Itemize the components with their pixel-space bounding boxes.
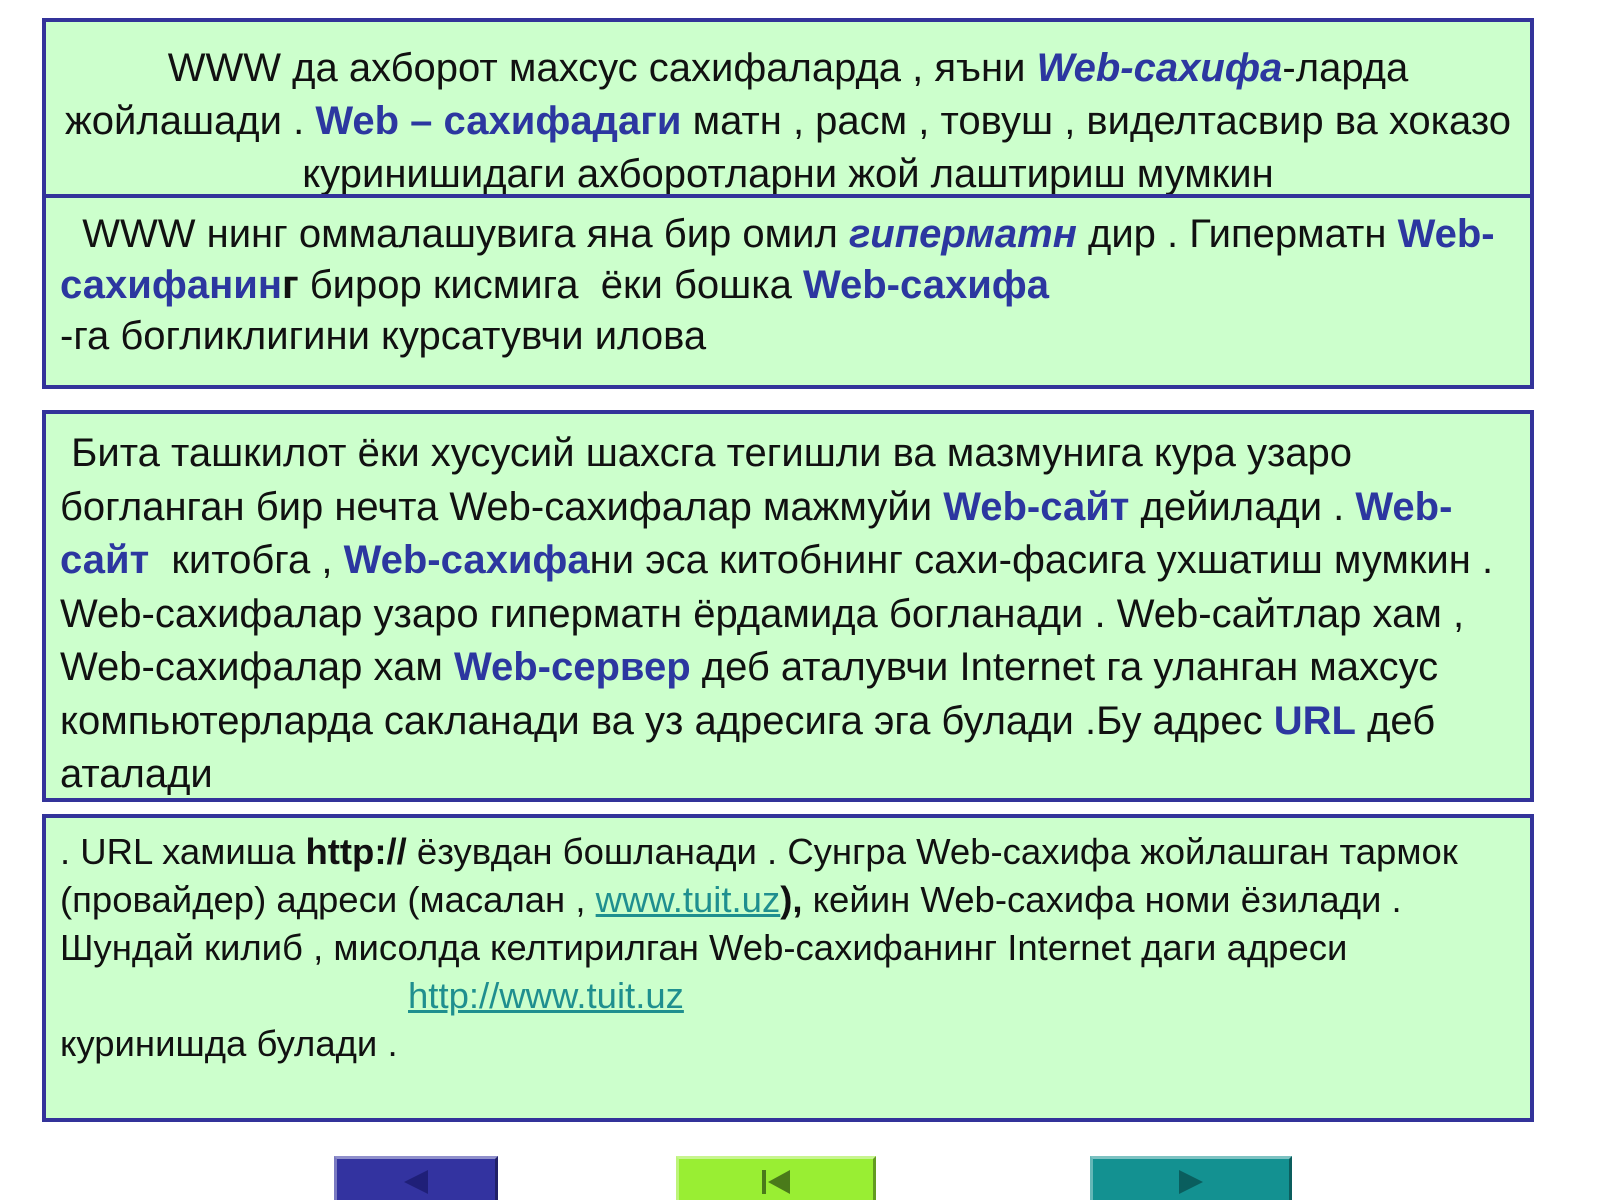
text: -га богликлигини курсатувчи илова (60, 314, 707, 358)
text: ёзувдан бошланади . Сунгра Web-сахифа жойлашган тармок (провайдер) адреси (масалан , (60, 831, 1458, 920)
highlight-hypertext: гиперматн (848, 212, 1077, 256)
text: деб аталувчи Internet га уланган махсус компьютерларда сакланади ва уз адресига эга булади .Бу адрес (60, 645, 1439, 743)
hypertext-box (42, 194, 1534, 389)
triangle-right-icon (1173, 1167, 1209, 1197)
http-prefix: http:// (305, 831, 407, 872)
text: WWW да ахборот махсус сахифаларда , яъни (167, 46, 1037, 90)
previous-slide-button[interactable] (334, 1156, 498, 1200)
highlight-web-page-of: Web-сахифанин (60, 212, 1495, 307)
text: бирор кисмига ёки бошка (298, 263, 803, 307)
www-info-box (42, 18, 1534, 198)
link-tuit-domain[interactable]: www.tuit.uz (595, 879, 781, 920)
text: Бита ташкилот ёки хусусий шахсга тегишли ва мазмунига кура узаро богланган бир нечта Web-сахифалар мажмуйи (60, 431, 1364, 529)
highlight-web-page-3: Web-сахифа (343, 538, 590, 582)
text: . URL хамиша (60, 831, 306, 872)
highlight-web-server: Web-сервер (453, 645, 691, 689)
first-slide-button[interactable] (676, 1156, 876, 1200)
website-box (42, 410, 1534, 802)
text-line: куринишда булади . (60, 1023, 398, 1064)
text: дир . Гиперматн (1076, 212, 1398, 256)
triangle-left-icon (398, 1167, 434, 1197)
next-slide-button[interactable] (1090, 1156, 1292, 1200)
text: деб аталади (60, 698, 1436, 796)
highlight-url: URL (1273, 698, 1356, 743)
url-box (42, 814, 1534, 1122)
text: дейилади . (1129, 484, 1356, 529)
highlight-website-2: Web-сайт (60, 484, 1453, 582)
highlight-website: Web-сайт (943, 484, 1130, 529)
text: ни эса китобнинг сахи-фасига ухшатиш мумкин . Web-сахифалар узаро гиперматн ёрдамида богланади . Web-сайтлар хам , Web-сахифалар хам (60, 538, 1494, 689)
text: WWW нинг оммалашувига яна бир омил (60, 212, 849, 256)
text-bold-suffix: г (281, 263, 299, 307)
text: -ларда жойлашади . (65, 46, 1409, 143)
link-tuit-full-url[interactable]: http://www.tuit.uz (408, 975, 684, 1016)
highlight-web-page-2: Web-сахифа (802, 263, 1050, 307)
skip-to-start-icon (756, 1167, 796, 1197)
highlight-web-page: Web-сахифа (1036, 46, 1283, 90)
text: матн , расм , товуш , виделтасвир ва хоказо куринишидаги ахборотларни жой лаштириш мумкин (302, 99, 1511, 196)
text: китобга , (149, 538, 344, 582)
url-example-line (60, 972, 1516, 1020)
text: кейин Web-сахифа номи ёзилади . Шундай килиб , мисолда келтирилган Web-сахифанинг Internet даги адреси (60, 879, 1402, 968)
highlight-web-page-content: Web – сахифадаги (315, 99, 682, 143)
text-bold-paren: ), (780, 879, 803, 920)
